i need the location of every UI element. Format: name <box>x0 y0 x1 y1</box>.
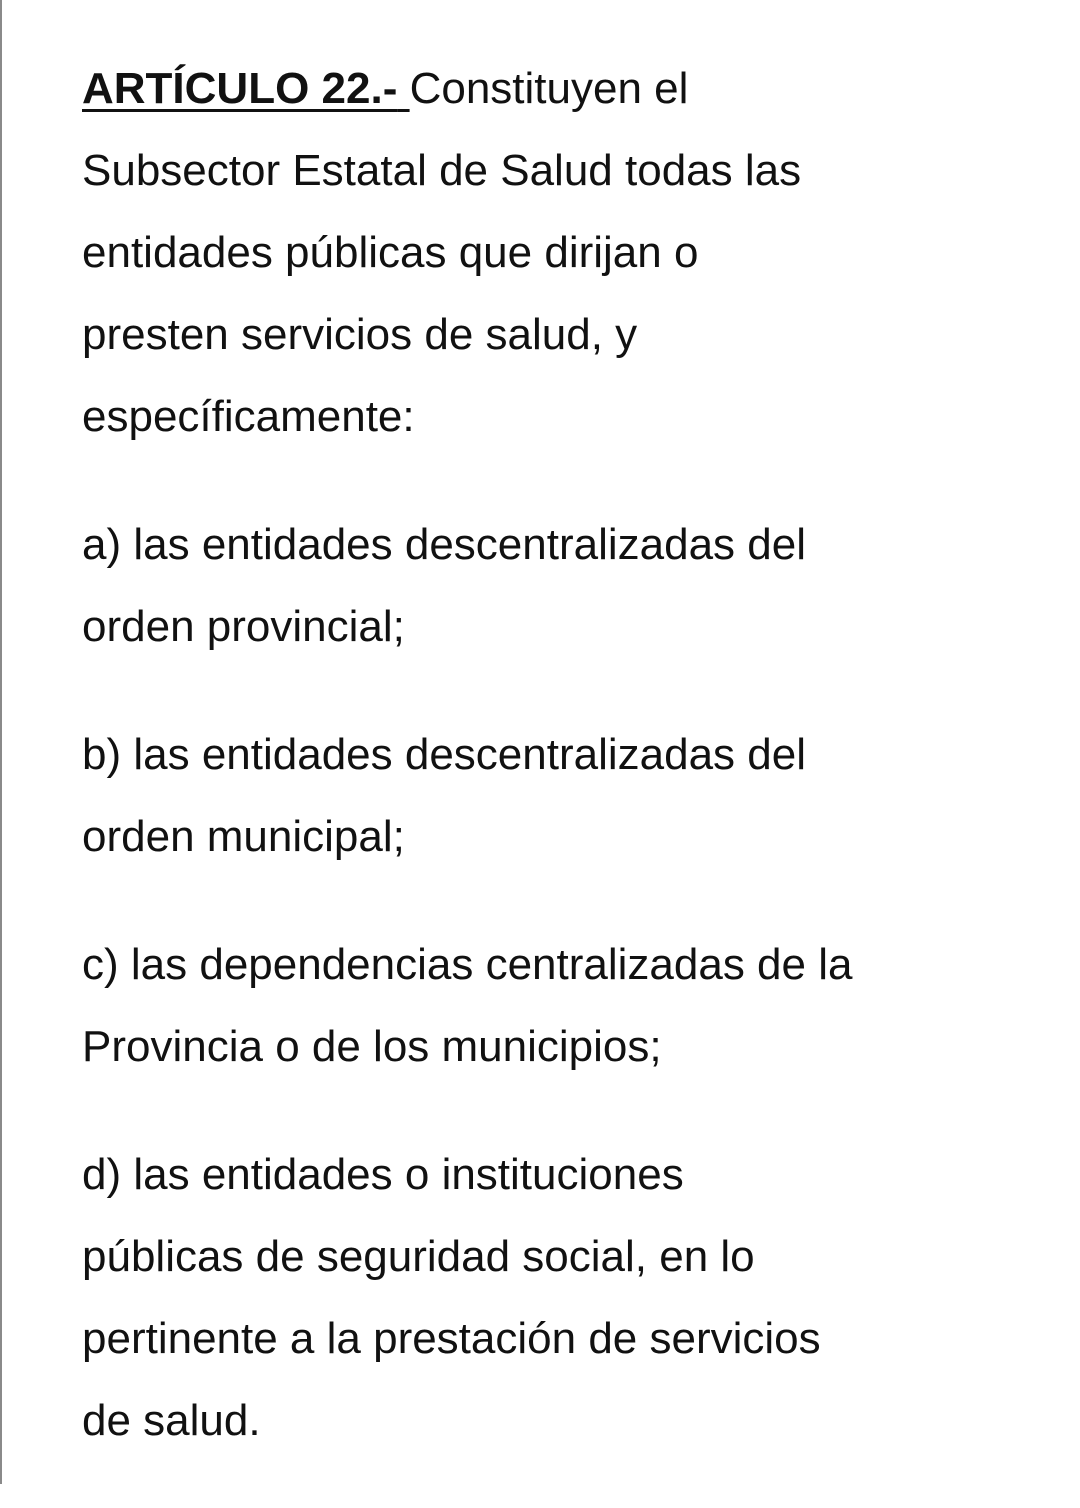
intro-line-2: Subsector Estatal de Salud todas las <box>82 146 802 195</box>
list-item-a <box>82 504 1042 668</box>
page-left-border <box>0 0 2 1484</box>
item-a-line-1: a) las entidades descentralizadas del <box>82 520 807 569</box>
article-document <box>82 48 1042 1508</box>
intro-line-3: entidades públicas que dirijan o <box>82 228 699 277</box>
intro-line-4: presten servicios de salud, y <box>82 310 638 359</box>
item-c-line-2: Provincia o de los municipios; <box>82 1022 662 1071</box>
list-item-b <box>82 714 1042 878</box>
item-d-line-3: pertinente a la prestación de servicios <box>82 1314 821 1363</box>
item-d-line-4: de salud. <box>82 1396 261 1445</box>
item-d-line-1: d) las entidades o instituciones <box>82 1150 684 1199</box>
heading-underline-gap <box>397 64 409 113</box>
list-item-c <box>82 924 1042 1088</box>
intro-text-1: Constituyen el <box>409 64 689 113</box>
item-a-line-2: orden provincial; <box>82 602 405 651</box>
intro-line-1 <box>82 48 1042 130</box>
article-heading: ARTÍCULO 22.- <box>82 64 398 113</box>
item-c-line-1: c) las dependencias centralizadas de la <box>82 940 853 989</box>
list-item-d <box>82 1134 1042 1462</box>
intro-line-5: específicamente: <box>82 392 415 441</box>
article-intro <box>82 48 1042 458</box>
item-d-line-2: públicas de seguridad social, en lo <box>82 1232 755 1281</box>
item-b-line-1: b) las entidades descentralizadas del <box>82 730 807 779</box>
item-b-line-2: orden municipal; <box>82 812 405 861</box>
